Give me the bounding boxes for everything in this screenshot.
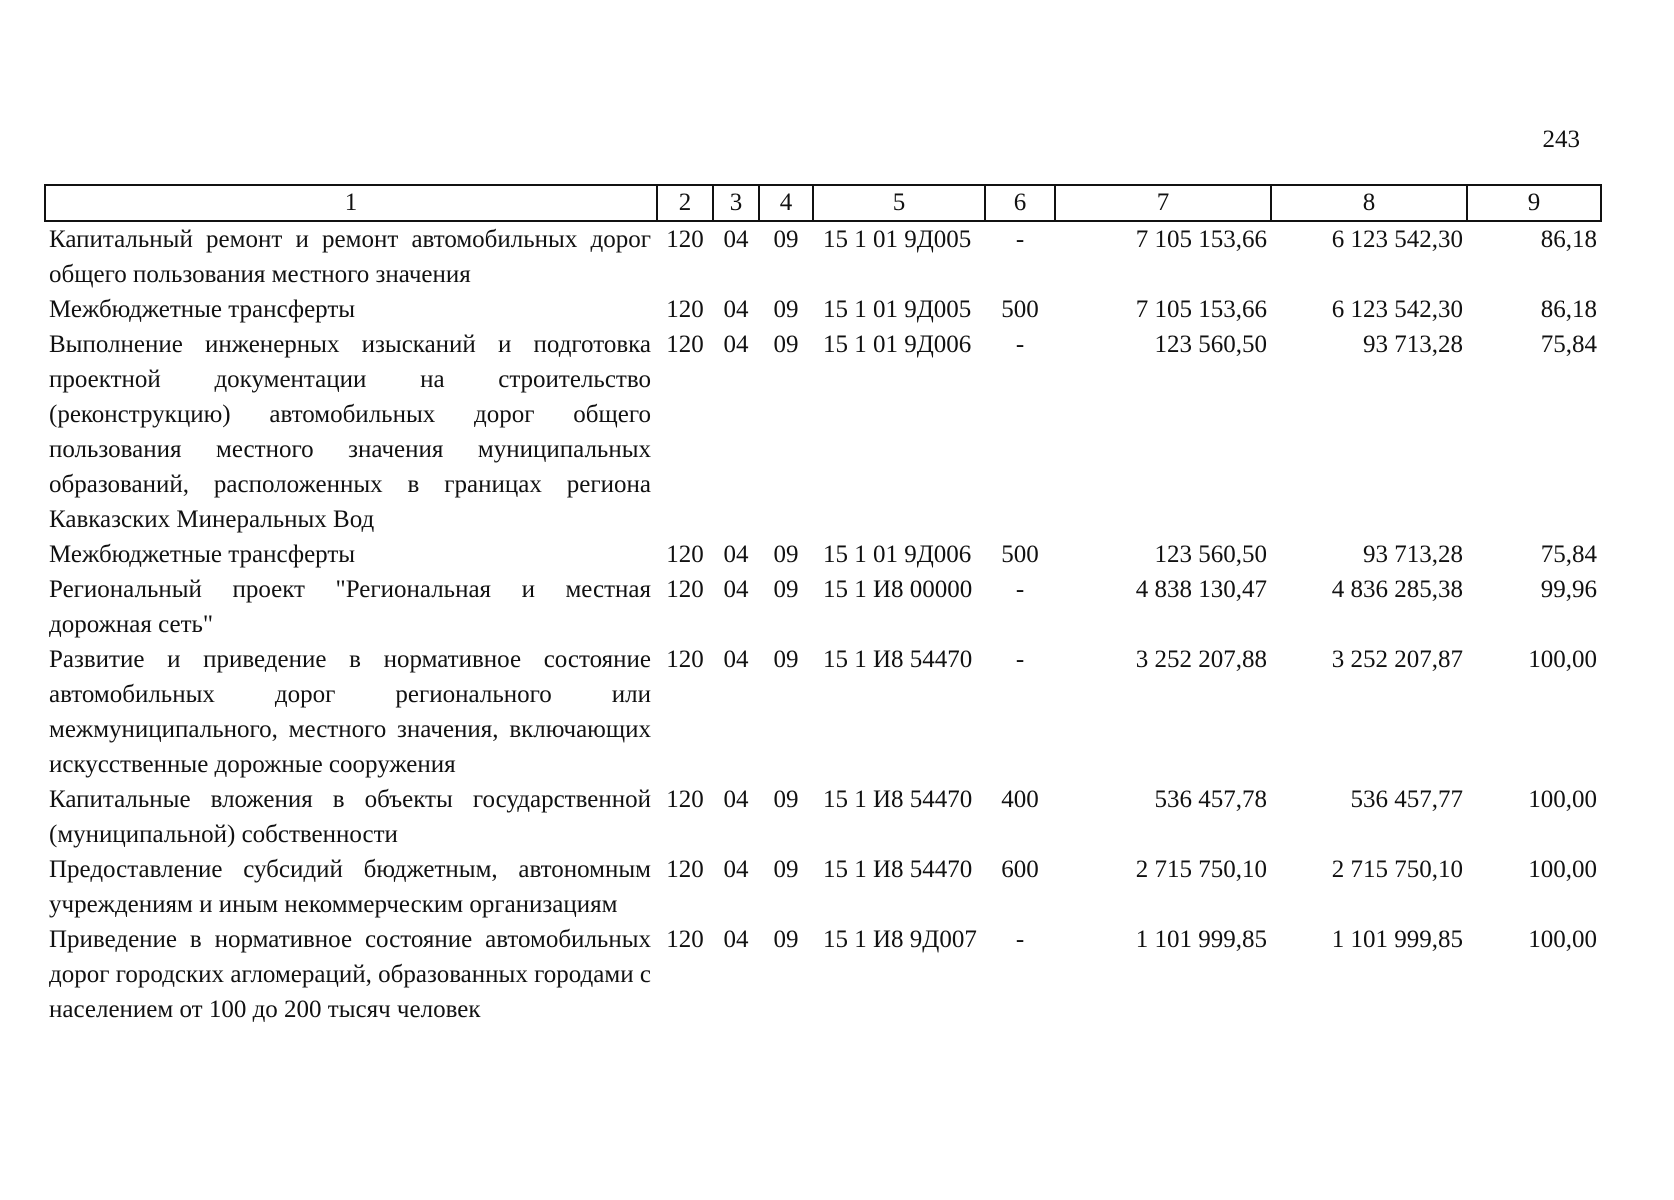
row-pr: 09 [773,226,799,253]
row-pct: 100,00 [1528,856,1597,883]
row-rz: 04 [723,576,749,603]
row-csr: 15 1 01 9Д006 [823,541,972,568]
table-row [45,852,1601,922]
row-csr: 15 1 01 9Д006 [823,331,972,358]
row-pct: 100,00 [1528,646,1597,673]
col-header: 2 [657,185,713,221]
row-plan: 3 252 207,88 [1135,646,1267,673]
row-rz: 04 [723,646,749,673]
row-plan: 7 105 153,66 [1135,226,1267,253]
row-vr: - [1015,226,1025,253]
row-rz: 04 [723,226,749,253]
row-rz: 04 [723,541,749,568]
col-header: 3 [713,185,759,221]
table-row [45,642,1601,782]
table-row [45,572,1601,642]
row-pr: 09 [773,926,799,953]
row-name: Капитальные вложения в объекты государственной (муниципальной) собственности [49,786,651,848]
row-plan: 536 457,78 [1154,786,1267,813]
row-name: Региональный проект "Региональная и местная дорожная сеть" [49,576,651,638]
row-pct: 100,00 [1528,926,1597,953]
row-csr: 15 1 01 9Д005 [823,226,972,253]
row-name: Капитальный ремонт и ремонт автомобильных дорог общего пользования местного значения [49,226,651,288]
row-csr: 15 1 И8 54470 [823,786,973,813]
row-name: Приведение в нормативное состояние автомобильных дорог городских агломераций, образованных городами с населением от 100 до 200 тысяч человек [49,926,651,1023]
row-pr: 09 [773,786,799,813]
row-pr: 09 [773,856,799,883]
row-plan: 123 560,50 [1154,331,1267,358]
table-row [45,292,1601,327]
row-fact: 536 457,77 [1350,786,1463,813]
row-gr: 120 [666,576,704,603]
row-pct: 99,96 [1540,576,1597,603]
budget-table [44,184,1602,1027]
col-header: 9 [1467,185,1601,221]
row-pr: 09 [773,296,799,323]
header-row [45,185,1601,221]
row-rz: 04 [723,296,749,323]
row-csr: 15 1 И8 00000 [823,576,973,603]
row-vr: 600 [1001,856,1039,883]
row-vr: - [1015,646,1025,673]
row-fact: 93 713,28 [1363,331,1463,358]
row-pct: 75,84 [1540,331,1597,358]
table-row [45,221,1601,292]
col-header: 4 [759,185,813,221]
row-csr: 15 1 И8 54470 [823,646,973,673]
table-row [45,327,1601,537]
col-header: 6 [985,185,1055,221]
row-pct: 75,84 [1540,541,1597,568]
row-rz: 04 [723,926,749,953]
table-row [45,922,1601,1027]
table-row [45,782,1601,852]
col-header: 8 [1271,185,1467,221]
col-header: 7 [1055,185,1271,221]
row-fact: 2 715 750,10 [1331,856,1463,883]
row-pct: 100,00 [1528,786,1597,813]
row-fact: 6 123 542,30 [1331,296,1463,323]
row-gr: 120 [666,646,704,673]
table-row [45,537,1601,572]
row-fact: 4 836 285,38 [1331,576,1463,603]
row-csr: 15 1 01 9Д005 [823,296,972,323]
row-gr: 120 [666,541,704,568]
row-pct: 86,18 [1540,296,1597,323]
row-name: Межбюджетные трансферты [49,296,356,323]
row-fact: 1 101 999,85 [1331,926,1463,953]
row-pr: 09 [773,576,799,603]
row-fact: 6 123 542,30 [1331,226,1463,253]
row-rz: 04 [723,331,749,358]
row-gr: 120 [666,226,704,253]
col-header: 5 [813,185,985,221]
row-fact: 3 252 207,87 [1331,646,1463,673]
row-vr: - [1015,576,1025,603]
row-csr: 15 1 И8 9Д007 [823,926,977,953]
row-csr: 15 1 И8 54470 [823,856,973,883]
row-name: Развитие и приведение в нормативное состояние автомобильных дорог регионального или межмуниципального, местного значения, включающих искусственные дорожные сооружения [49,646,651,778]
row-plan: 2 715 750,10 [1135,856,1267,883]
col-header: 1 [45,185,657,221]
row-name: Предоставление субсидий бюджетным, автономным учреждениям и иным некоммерческим организациям [49,856,651,918]
row-vr: 500 [1001,541,1039,568]
row-vr: 500 [1001,296,1039,323]
row-pct: 86,18 [1540,226,1597,253]
row-pr: 09 [773,541,799,568]
row-rz: 04 [723,786,749,813]
row-fact: 93 713,28 [1363,541,1463,568]
row-gr: 120 [666,786,704,813]
row-plan: 4 838 130,47 [1135,576,1267,603]
row-pr: 09 [773,331,799,358]
row-vr: 400 [1001,786,1039,813]
row-vr: - [1015,331,1025,358]
row-name: Межбюджетные трансферты [49,541,356,568]
row-name: Выполнение инженерных изысканий и подготовка проектной документации на строительство (реконструкцию) автомобильных дорог общего пользования местного значения муниципальных образований, расположенных в границах региона Кавказских Минеральных Вод [49,331,651,533]
row-pr: 09 [773,646,799,673]
row-plan: 1 101 999,85 [1135,926,1267,953]
page-number: 243 [1542,126,1580,153]
row-rz: 04 [723,856,749,883]
row-plan: 7 105 153,66 [1135,296,1267,323]
row-plan: 123 560,50 [1154,541,1267,568]
row-gr: 120 [666,856,704,883]
row-gr: 120 [666,296,704,323]
row-gr: 120 [666,926,704,953]
row-vr: - [1015,926,1025,953]
row-gr: 120 [666,331,704,358]
